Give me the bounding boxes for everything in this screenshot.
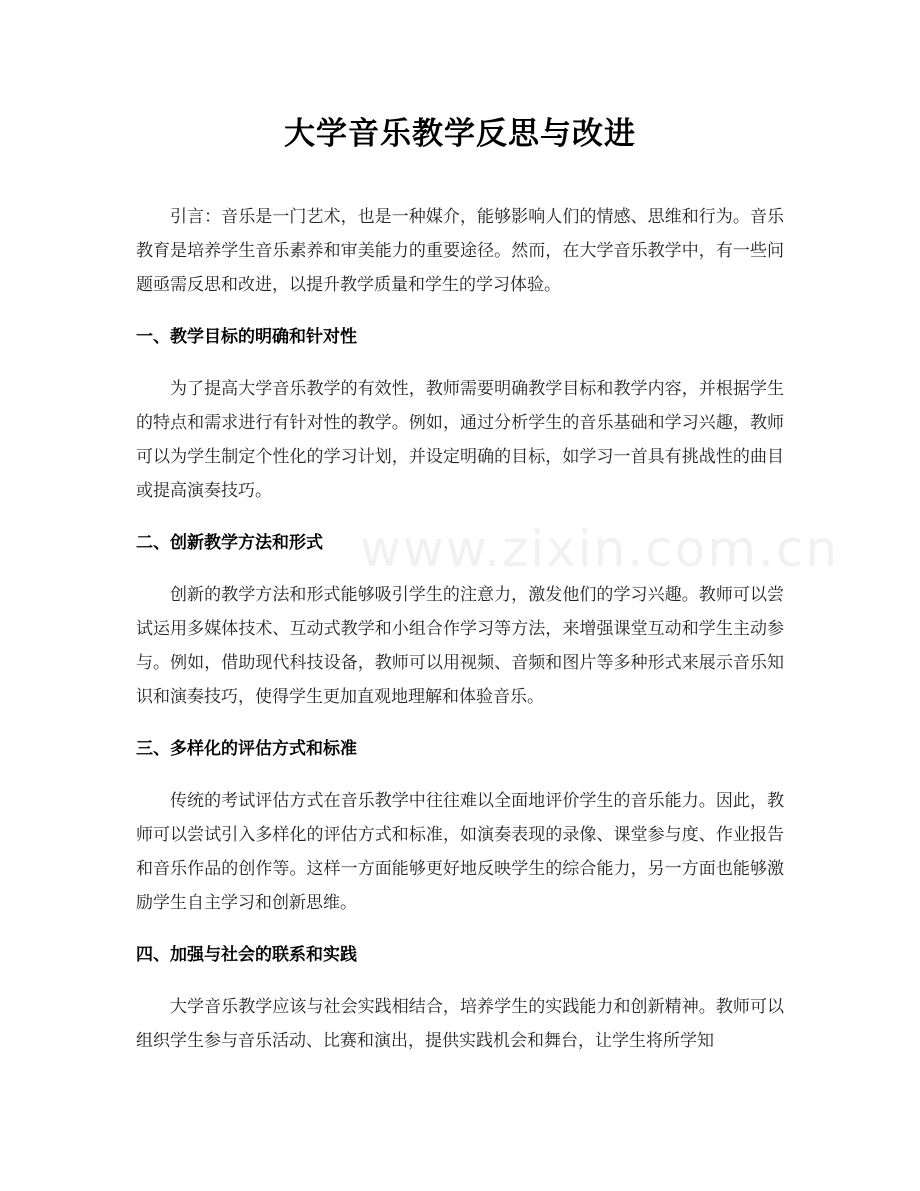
section-heading: 二、创新教学方法和形式 <box>136 533 323 553</box>
section-3 <box>136 732 784 920</box>
section-paragraph: 为了提高大学音乐教学的有效性，教师需要明确教学目标和教学内容，并根据学生的特点和需求进行有针对性的教学。例如，通过分析学生的音乐基础和学习兴趣，教师可以为学生制定个性化的学习计划，并设定明确的目标，如学习一首具有挑战性的曲目或提高演奏技巧。 <box>136 379 784 501</box>
section-heading: 三、多样化的评估方式和标准 <box>136 739 357 759</box>
section-4 <box>136 938 784 1058</box>
section-paragraph: 大学音乐教学应该与社会实践相结合，培养学生的实践能力和创新精神。教师可以组织学生参与音乐活动、比赛和演出，提供实践机会和舞台，让学生将所学知 <box>136 997 784 1051</box>
section-heading: 一、教学目标的明确和针对性 <box>136 327 357 347</box>
section-1 <box>136 320 784 508</box>
section-heading: 四、加强与社会的联系和实践 <box>136 945 357 965</box>
intro-paragraph: 引言：音乐是一门艺术，也是一种媒介，能够影响人们的情感、思维和行为。音乐教育是培养学生音乐素养和审美能力的重要途径。然而，在大学音乐教学中，有一些问题亟需反思和改进，以提升教学质量和学生的学习体验。 <box>136 207 784 295</box>
section-2 <box>136 526 784 714</box>
section-paragraph: 创新的教学方法和形式能够吸引学生的注意力，激发他们的学习兴趣。教师可以尝试运用多媒体技术、互动式教学和小组合作学习等方法，来增强课堂互动和学生主动参与。例如，借助现代科技设备，教师可以用视频、音频和图片等多种形式来展示音乐知识和演奏技巧，使得学生更加直观地理解和体验音乐。 <box>136 585 784 707</box>
section-paragraph: 传统的考试评估方式在音乐教学中往往难以全面地评价学生的音乐能力。因此，教师可以尝试引入多样化的评估方式和标准，如演奏表现的录像、课堂参与度、作业报告和音乐作品的创作等。这样一方面能够更好地反映学生的综合能力，另一方面也能够激励学生自主学习和创新思维。 <box>136 791 784 913</box>
document-title: 大学音乐教学反思与改进 <box>284 116 636 152</box>
watermark: www.zixin.com.cn <box>360 520 840 578</box>
